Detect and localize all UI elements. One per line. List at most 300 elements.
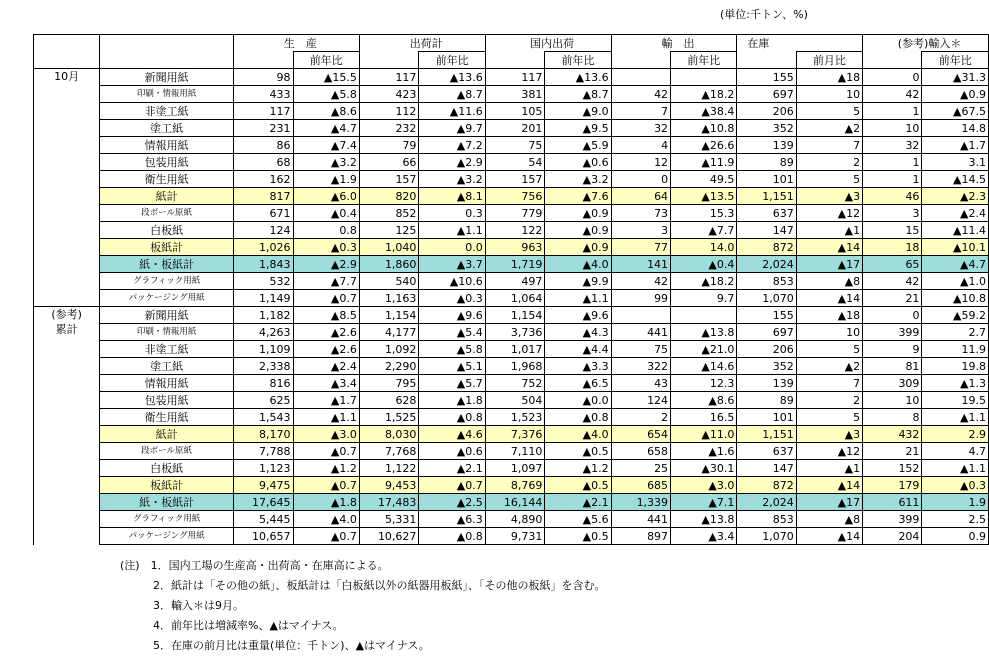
table-cell: 98 <box>233 69 293 86</box>
table-cell: ▲2.5 <box>419 494 485 511</box>
table-cell: 3 <box>863 205 922 222</box>
note-line: 5．在庫の前月比は重量(単位：千トン)、▲はマイナス。 <box>120 639 430 652</box>
table-cell: 532 <box>233 273 293 290</box>
table-cell: 352 <box>737 120 796 137</box>
table-row <box>34 494 989 511</box>
table-cell: 19.8 <box>922 358 989 375</box>
table-cell: 8 <box>863 409 922 426</box>
table-cell: ▲6.5 <box>545 375 611 392</box>
table-cell: 2,338 <box>233 358 293 375</box>
table-cell: 7 <box>796 137 862 154</box>
table-cell: 497 <box>485 273 545 290</box>
table-cell: 1,860 <box>359 256 419 273</box>
table-cell: ▲0.8 <box>419 409 485 426</box>
table-cell: ▲15.5 <box>293 69 359 86</box>
row-label: 紙計 <box>100 188 234 205</box>
table-cell: 897 <box>611 528 670 545</box>
table-cell: ▲17 <box>796 494 862 511</box>
table-cell: 853 <box>737 511 796 528</box>
table-cell: 1,017 <box>485 341 545 358</box>
table-cell: ▲1.1 <box>293 409 359 426</box>
section-label-line: (参考) <box>51 308 82 321</box>
table-cell: 10 <box>796 324 862 341</box>
table-cell: ▲1.7 <box>293 392 359 409</box>
table-cell: ▲0.5 <box>545 443 611 460</box>
table-cell: 75 <box>611 341 670 358</box>
table-cell: 1,026 <box>233 239 293 256</box>
table-cell: ▲3 <box>796 426 862 443</box>
table-cell: ▲0.9 <box>545 205 611 222</box>
row-label: 印刷・情報用紙 <box>100 86 234 103</box>
table-cell: 1,843 <box>233 256 293 273</box>
table-cell: ▲5.1 <box>419 358 485 375</box>
table-cell: 637 <box>737 443 796 460</box>
table-cell: 66 <box>359 154 419 171</box>
table-cell: 4,177 <box>359 324 419 341</box>
table-cell: 1,122 <box>359 460 419 477</box>
table-cell: 7,110 <box>485 443 545 460</box>
table-cell: 3,736 <box>485 324 545 341</box>
table-cell: 816 <box>233 375 293 392</box>
table-cell: 17,483 <box>359 494 419 511</box>
table-cell: 697 <box>737 86 796 103</box>
table-cell: ▲5.9 <box>545 137 611 154</box>
table-row <box>34 409 989 426</box>
table-cell: 1,070 <box>737 528 796 545</box>
table-row <box>34 86 989 103</box>
table-cell: ▲13.8 <box>671 511 737 528</box>
table-cell: 179 <box>863 477 922 494</box>
table-row <box>34 375 989 392</box>
table-cell: 42 <box>611 86 670 103</box>
table-cell: ▲0.0 <box>545 392 611 409</box>
table-cell: 1,523 <box>485 409 545 426</box>
header-yoy: 前年比 <box>419 52 485 69</box>
table-cell: ▲1.8 <box>293 494 359 511</box>
table-row <box>34 443 989 460</box>
table-cell: 54 <box>485 154 545 171</box>
table-cell: ▲6.3 <box>419 511 485 528</box>
table-cell: ▲2.6 <box>293 324 359 341</box>
section-label-line: 10月 <box>54 70 80 83</box>
table-cell: 9.7 <box>671 290 737 307</box>
row-label: 板紙計 <box>100 477 234 494</box>
table-cell: 17,645 <box>233 494 293 511</box>
table-cell: 21 <box>863 290 922 307</box>
table-cell: ▲0.8 <box>419 528 485 545</box>
table-cell: ▲12 <box>796 443 862 460</box>
table-cell <box>611 69 670 86</box>
table-cell: 963 <box>485 239 545 256</box>
table-row <box>34 256 989 273</box>
table-cell: 5,331 <box>359 511 419 528</box>
table-cell: 122 <box>485 222 545 239</box>
table-cell: ▲9.0 <box>545 103 611 120</box>
table-cell: 10 <box>863 392 922 409</box>
table-cell: 1,543 <box>233 409 293 426</box>
table-cell: ▲13.8 <box>671 324 737 341</box>
table-cell: 139 <box>737 375 796 392</box>
table-cell: 141 <box>611 256 670 273</box>
table-cell: 0.0 <box>419 239 485 256</box>
table-row <box>34 120 989 137</box>
table-cell: ▲0.7 <box>293 443 359 460</box>
table-cell: ▲7.7 <box>293 273 359 290</box>
table-cell: 441 <box>611 324 670 341</box>
table-cell: ▲0.7 <box>293 528 359 545</box>
table-cell: 9 <box>863 341 922 358</box>
table-cell: ▲38.4 <box>671 103 737 120</box>
table-cell: 204 <box>863 528 922 545</box>
table-cell: 14.8 <box>922 120 989 137</box>
table-cell: 1,968 <box>485 358 545 375</box>
table-cell: ▲9.7 <box>419 120 485 137</box>
table-row <box>34 477 989 494</box>
table-cell: 432 <box>863 426 922 443</box>
table-cell: 611 <box>863 494 922 511</box>
table-cell: 43 <box>611 375 670 392</box>
table-row <box>34 341 989 358</box>
table-cell: 1,070 <box>737 290 796 307</box>
row-label: グラフィック用紙 <box>100 511 234 528</box>
table-cell: ▲0.4 <box>293 205 359 222</box>
table-cell: ▲1.6 <box>671 443 737 460</box>
table-cell: ▲1.2 <box>545 460 611 477</box>
table-cell: 671 <box>233 205 293 222</box>
table-cell: 19.5 <box>922 392 989 409</box>
table-cell: 3 <box>611 222 670 239</box>
header-mom: 前月比 <box>796 52 862 69</box>
table-row <box>34 290 989 307</box>
table-cell: 75 <box>485 137 545 154</box>
table-cell: 10 <box>863 120 922 137</box>
table-cell: ▲0.6 <box>545 154 611 171</box>
table-cell: 1 <box>863 154 922 171</box>
table-cell: 125 <box>359 222 419 239</box>
table-cell: 5 <box>796 171 862 188</box>
table-cell: 206 <box>737 341 796 358</box>
table-cell: 0.3 <box>419 205 485 222</box>
table-cell: 18 <box>863 239 922 256</box>
row-label: パッケージング用紙 <box>100 528 234 545</box>
table-cell: ▲7.7 <box>671 222 737 239</box>
table-cell: ▲13.6 <box>545 69 611 86</box>
table-cell: 1,154 <box>485 307 545 324</box>
table-cell: ▲21.0 <box>671 341 737 358</box>
row-label: 段ボール原紙 <box>100 205 234 222</box>
table-cell: ▲1.1 <box>545 290 611 307</box>
table-cell: 124 <box>611 392 670 409</box>
row-label: 衛生用紙 <box>100 171 234 188</box>
note-line: 2．紙計は「その他の紙」、板紙計は「白板紙以外の紙器用板紙」、「その他の板紙」を含む。 <box>120 579 606 592</box>
table-cell: 2.5 <box>922 511 989 528</box>
header-row-1 <box>34 35 989 52</box>
unit-note: (単位:千トン、%) <box>720 8 808 21</box>
table-cell: 152 <box>863 460 922 477</box>
table-cell: 8,170 <box>233 426 293 443</box>
table-cell: 1 <box>863 171 922 188</box>
row-label: 包装用紙 <box>100 392 234 409</box>
table-cell: ▲4.3 <box>545 324 611 341</box>
table-cell: ▲8.6 <box>671 392 737 409</box>
table-cell: 504 <box>485 392 545 409</box>
table-cell: ▲0.9 <box>545 239 611 256</box>
table-cell: ▲3.3 <box>545 358 611 375</box>
table-cell: 117 <box>359 69 419 86</box>
table-cell: 1,525 <box>359 409 419 426</box>
table-cell: 65 <box>863 256 922 273</box>
table-row <box>34 188 989 205</box>
table-cell: ▲4.7 <box>922 256 989 273</box>
table-cell: 423 <box>359 86 419 103</box>
table-cell: ▲4.4 <box>545 341 611 358</box>
table-cell: ▲8.6 <box>293 103 359 120</box>
table-cell: ▲5.4 <box>419 324 485 341</box>
table-cell: ▲10.1 <box>922 239 989 256</box>
table-cell: 795 <box>359 375 419 392</box>
table-row <box>34 511 989 528</box>
table-cell: 779 <box>485 205 545 222</box>
table-cell: 201 <box>485 120 545 137</box>
note-line: 3．輸入＊は9月。 <box>120 599 244 612</box>
table-cell: ▲4.7 <box>293 120 359 137</box>
table-cell: 49.5 <box>671 171 737 188</box>
table-cell: ▲31.3 <box>922 69 989 86</box>
table-cell: 162 <box>233 171 293 188</box>
table-cell: 155 <box>737 307 796 324</box>
table-cell: ▲0.6 <box>419 443 485 460</box>
table-cell: ▲14.6 <box>671 358 737 375</box>
table-cell: ▲3.0 <box>293 426 359 443</box>
table-cell: ▲1.1 <box>419 222 485 239</box>
row-label: 印刷・情報用紙 <box>100 324 234 341</box>
table-cell: ▲8.7 <box>545 86 611 103</box>
table-cell: ▲17 <box>796 256 862 273</box>
table-cell: ▲2.3 <box>922 188 989 205</box>
table-cell: ▲0.9 <box>545 222 611 239</box>
section-label <box>34 307 100 545</box>
table-cell: 817 <box>233 188 293 205</box>
table-cell: 628 <box>359 392 419 409</box>
table-cell: 1,151 <box>737 188 796 205</box>
table-cell: 2,024 <box>737 256 796 273</box>
table-cell: ▲0.7 <box>419 477 485 494</box>
table-row <box>34 426 989 443</box>
table-row <box>34 103 989 120</box>
note-line: (注) 1．国内工場の生産高・出荷高・在庫高による。 <box>120 559 389 572</box>
table-cell: 399 <box>863 511 922 528</box>
table-cell: 1,151 <box>737 426 796 443</box>
table-cell: 12 <box>611 154 670 171</box>
table-cell: 399 <box>863 324 922 341</box>
table-cell: 433 <box>233 86 293 103</box>
table-cell: 1,109 <box>233 341 293 358</box>
table-cell: 658 <box>611 443 670 460</box>
table-cell: 2,024 <box>737 494 796 511</box>
header-yoy: 前年比 <box>671 52 737 69</box>
table-cell: ▲3.2 <box>545 171 611 188</box>
table-cell: ▲3.4 <box>671 528 737 545</box>
table-cell: ▲1.1 <box>922 460 989 477</box>
table-cell: 0.9 <box>922 528 989 545</box>
table-row <box>34 154 989 171</box>
table-cell: ▲1.7 <box>922 137 989 154</box>
table-cell: 5 <box>796 409 862 426</box>
table-cell: 157 <box>485 171 545 188</box>
table-cell: 352 <box>737 358 796 375</box>
table-cell: 756 <box>485 188 545 205</box>
table-cell: ▲18 <box>796 307 862 324</box>
table-cell: 14.0 <box>671 239 737 256</box>
table-cell: 10,657 <box>233 528 293 545</box>
table-cell: 101 <box>737 171 796 188</box>
header-yoy: 前年比 <box>545 52 611 69</box>
note-line: 4．前年比は増減率%、▲はマイナス。 <box>120 619 344 632</box>
table-cell: ▲11.6 <box>419 103 485 120</box>
table-cell <box>671 307 737 324</box>
table-cell: 5 <box>796 341 862 358</box>
table-cell: 1,339 <box>611 494 670 511</box>
table-row <box>34 205 989 222</box>
table-cell: 147 <box>737 222 796 239</box>
table-cell: 7,768 <box>359 443 419 460</box>
table-cell: 7 <box>611 103 670 120</box>
row-label: 白板紙 <box>100 222 234 239</box>
table-cell: 0 <box>863 307 922 324</box>
table-cell: 322 <box>611 358 670 375</box>
table-cell: ▲0.3 <box>922 477 989 494</box>
header-inventory: 在庫 <box>737 35 863 52</box>
row-label: 白板紙 <box>100 460 234 477</box>
table-cell: ▲2.4 <box>293 358 359 375</box>
table-cell: 117 <box>485 69 545 86</box>
table-cell: 73 <box>611 205 670 222</box>
table-cell: 1,040 <box>359 239 419 256</box>
table-cell: ▲4.6 <box>419 426 485 443</box>
table-cell: 15 <box>863 222 922 239</box>
table-cell: ▲2.9 <box>419 154 485 171</box>
table-cell: 10,627 <box>359 528 419 545</box>
table-cell: 7,788 <box>233 443 293 460</box>
table-cell: ▲0.9 <box>922 86 989 103</box>
header-domestic: 国内出荷 <box>485 35 611 52</box>
table-cell: 1,182 <box>233 307 293 324</box>
table-row <box>34 528 989 545</box>
table-cell: 16,144 <box>485 494 545 511</box>
row-label: 板紙計 <box>100 239 234 256</box>
table-cell: 852 <box>359 205 419 222</box>
table-cell: 157 <box>359 171 419 188</box>
table-cell: ▲5.7 <box>419 375 485 392</box>
row-label: 新聞用紙 <box>100 307 234 324</box>
table-cell: ▲3 <box>796 188 862 205</box>
table-cell: ▲7.4 <box>293 137 359 154</box>
table-cell: 86 <box>233 137 293 154</box>
table-cell: ▲18.2 <box>671 273 737 290</box>
table-cell: ▲30.1 <box>671 460 737 477</box>
table-cell: ▲8.1 <box>419 188 485 205</box>
table-cell: 0 <box>863 69 922 86</box>
table-cell: ▲4.0 <box>545 256 611 273</box>
header-import: (参考)輸入＊ <box>863 35 989 52</box>
table-cell: 685 <box>611 477 670 494</box>
table-cell: ▲11.9 <box>671 154 737 171</box>
table-cell: 2 <box>611 409 670 426</box>
table-cell: 16.5 <box>671 409 737 426</box>
table-cell: 7,376 <box>485 426 545 443</box>
table-row <box>34 307 989 324</box>
table-cell: ▲26.6 <box>671 137 737 154</box>
table-cell: ▲0.5 <box>545 477 611 494</box>
table-cell: 4.7 <box>922 443 989 460</box>
table-cell: ▲2.6 <box>293 341 359 358</box>
table-cell: ▲0.7 <box>293 290 359 307</box>
table-cell: 231 <box>233 120 293 137</box>
table-cell: ▲14 <box>796 239 862 256</box>
table-cell: ▲13.5 <box>671 188 737 205</box>
table-cell: ▲7.2 <box>419 137 485 154</box>
table-cell: 46 <box>863 188 922 205</box>
table-row <box>34 239 989 256</box>
table-cell: ▲2.1 <box>545 494 611 511</box>
table-cell: ▲3.7 <box>419 256 485 273</box>
table-cell: ▲0.7 <box>293 477 359 494</box>
table-cell: 4,890 <box>485 511 545 528</box>
table-cell: 853 <box>737 273 796 290</box>
table-cell: 1.9 <box>922 494 989 511</box>
table-cell: ▲3.2 <box>293 154 359 171</box>
table-cell: 4 <box>611 137 670 154</box>
table-cell: 64 <box>611 188 670 205</box>
table-cell: 381 <box>485 86 545 103</box>
header-production: 生 産 <box>233 35 359 52</box>
table-cell: ▲7.6 <box>545 188 611 205</box>
table-cell: 2.9 <box>922 426 989 443</box>
row-label: 非塗工紙 <box>100 103 234 120</box>
row-label: 包装用紙 <box>100 154 234 171</box>
table-cell: 68 <box>233 154 293 171</box>
table-row <box>34 273 989 290</box>
table-cell: 1,163 <box>359 290 419 307</box>
table-cell: 79 <box>359 137 419 154</box>
table-cell: 697 <box>737 324 796 341</box>
table-cell: ▲1.1 <box>922 409 989 426</box>
table-cell: ▲9.6 <box>419 307 485 324</box>
table-cell: 540 <box>359 273 419 290</box>
table-body <box>34 69 989 545</box>
table-row <box>34 324 989 341</box>
table-cell: 441 <box>611 511 670 528</box>
table-cell: ▲1.9 <box>293 171 359 188</box>
table-cell: 25 <box>611 460 670 477</box>
table-cell: ▲13.6 <box>419 69 485 86</box>
row-label: パッケージング用紙 <box>100 290 234 307</box>
table-cell: 820 <box>359 188 419 205</box>
table-cell: ▲0.4 <box>671 256 737 273</box>
table-cell: ▲7.1 <box>671 494 737 511</box>
table-row <box>34 137 989 154</box>
table-cell: ▲8 <box>796 511 862 528</box>
row-label: 情報用紙 <box>100 137 234 154</box>
table-cell: ▲0.3 <box>293 239 359 256</box>
table-cell: 654 <box>611 426 670 443</box>
row-label: 新聞用紙 <box>100 69 234 86</box>
table-cell: ▲3.0 <box>671 477 737 494</box>
table-cell: 872 <box>737 239 796 256</box>
table-cell: 8,030 <box>359 426 419 443</box>
table-cell: ▲2.9 <box>293 256 359 273</box>
table-cell: 11.9 <box>922 341 989 358</box>
